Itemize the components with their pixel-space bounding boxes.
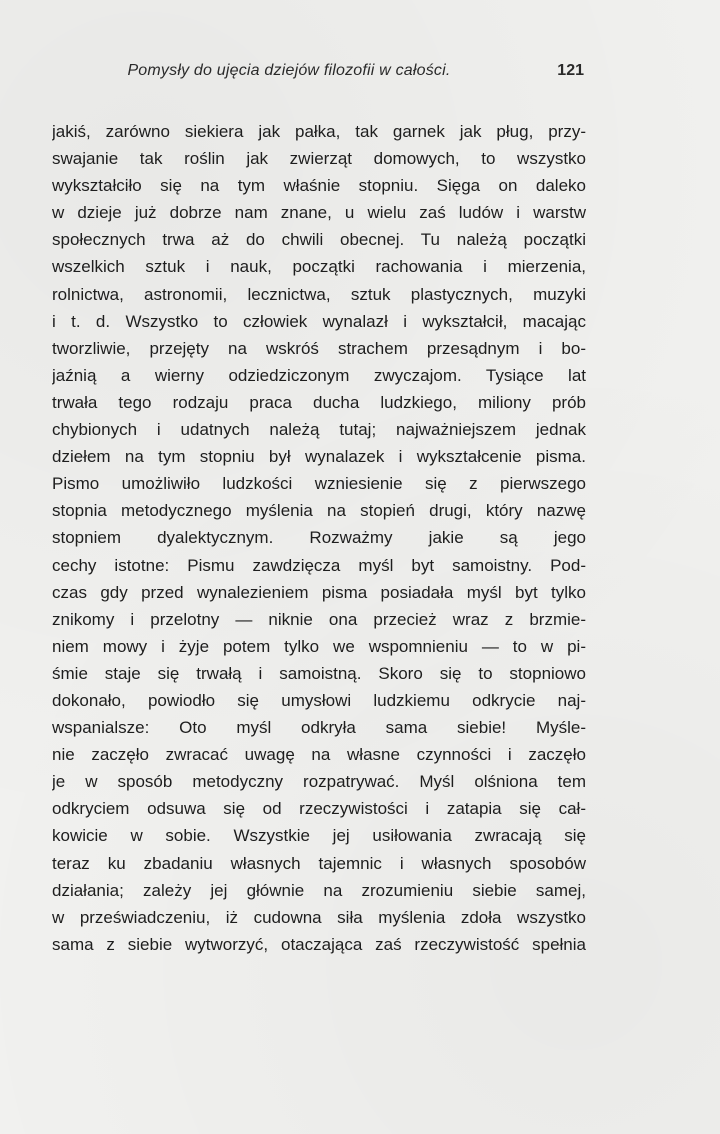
text-line: stopniem dyalektycznym. Rozważmy jakie są jego (52, 528, 586, 548)
text-line: niem mowy i żyje potem tylko we wspomnieniu — to w pi- (52, 636, 586, 656)
text-line: rolnictwa, astronomii, lecznictwa, sztuk plastycznych, muzyki (52, 284, 586, 304)
text-line: dziełem na tym stopniu był wynalazek i wykształcenie pisma. (52, 447, 586, 467)
text-line: jaźnią a wierny odziedziczonym zwyczajom. Tysiące lat (52, 365, 586, 385)
text-line: wszelkich sztuk i nauk, początki rachowania i mierzenia, (52, 257, 586, 277)
text-line: wspanialsze: Oto myśl odkryła sama siebie! Myśle- (52, 718, 586, 738)
text-line: znikomy i przelotny — niknie ona przecież wraz z brzmie- (52, 609, 586, 629)
running-title: Pomysły do ujęcia dziejów filozofii w całości. (127, 62, 451, 79)
text-line: w dzieje już dobrze nam znane, u wielu zaś ludów i warstw (52, 203, 586, 223)
text-line: Pismo umożliwiło ludzkości wzniesienie się z pierwszego (52, 474, 586, 494)
body-paragraph (52, 118, 586, 958)
text-line: działania; zależy jej głównie na zrozumieniu siebie samej, (52, 880, 586, 900)
text-line: tworzliwie, przejęty na wskróś strachem przesądnym i bo- (52, 338, 586, 358)
text-line: sama z siebie wytworzyć, otaczająca zaś rzeczywistość spełnia (52, 934, 586, 954)
text-line: czas gdy przed wynalezieniem pisma posiadała myśl byt tylko (52, 582, 586, 602)
text-line: śmie staje się trwałą i samoistną. Skoro się to stopniowo (52, 663, 586, 683)
running-header (52, 62, 586, 92)
text-line: i t. d. Wszystko to człowiek wynalazł i wykształcił, macając (52, 311, 586, 331)
text-line: nie zaczęło zwracać uwagę na własne czynności i zaczęło (52, 745, 586, 765)
text-line: w przeświadczeniu, iż cudowna siła myślenia zdoła wszystko (52, 907, 586, 927)
text-line: chybionych i udatnych należą tutaj; najważniejszem jednak (52, 420, 586, 440)
text-line: jakiś, zarówno siekiera jak pałka, tak garnek jak pług, przy- (52, 122, 586, 141)
text-line: je w sposób metodyczny rozpatrywać. Myśl olśniona tem (52, 772, 586, 792)
text-line: swajanie tak roślin jak zwierząt domowych, to wszystko (52, 149, 586, 169)
text-line: odkryciem odsuwa się od rzeczywistości i zatapia się cał- (52, 799, 586, 819)
text-line: teraz ku zbadaniu własnych tajemnic i własnych sposobów (52, 853, 586, 873)
text-line: trwała tego rodzaju praca ducha ludzkiego, miliony prób (52, 392, 586, 412)
text-line: dokonało, powiodło się umysłowi ludzkiemu odkrycie naj- (52, 690, 586, 710)
text-line: społecznych trwa aż do chwili obecnej. Tu należą początki (52, 230, 586, 250)
text-line: stopnia metodycznego myślenia na stopień drugi, który nazwę (52, 501, 586, 521)
page-number: 121 (557, 62, 584, 79)
text-line: cechy istotne: Pismu zawdzięcza myśl byt samoistny. Pod- (52, 555, 586, 575)
text-line: kowicie w sobie. Wszystkie jej usiłowania zwracają się (52, 826, 586, 846)
text-line: wykształciło się na tym właśnie stopniu. Sięga on daleko (52, 176, 586, 196)
